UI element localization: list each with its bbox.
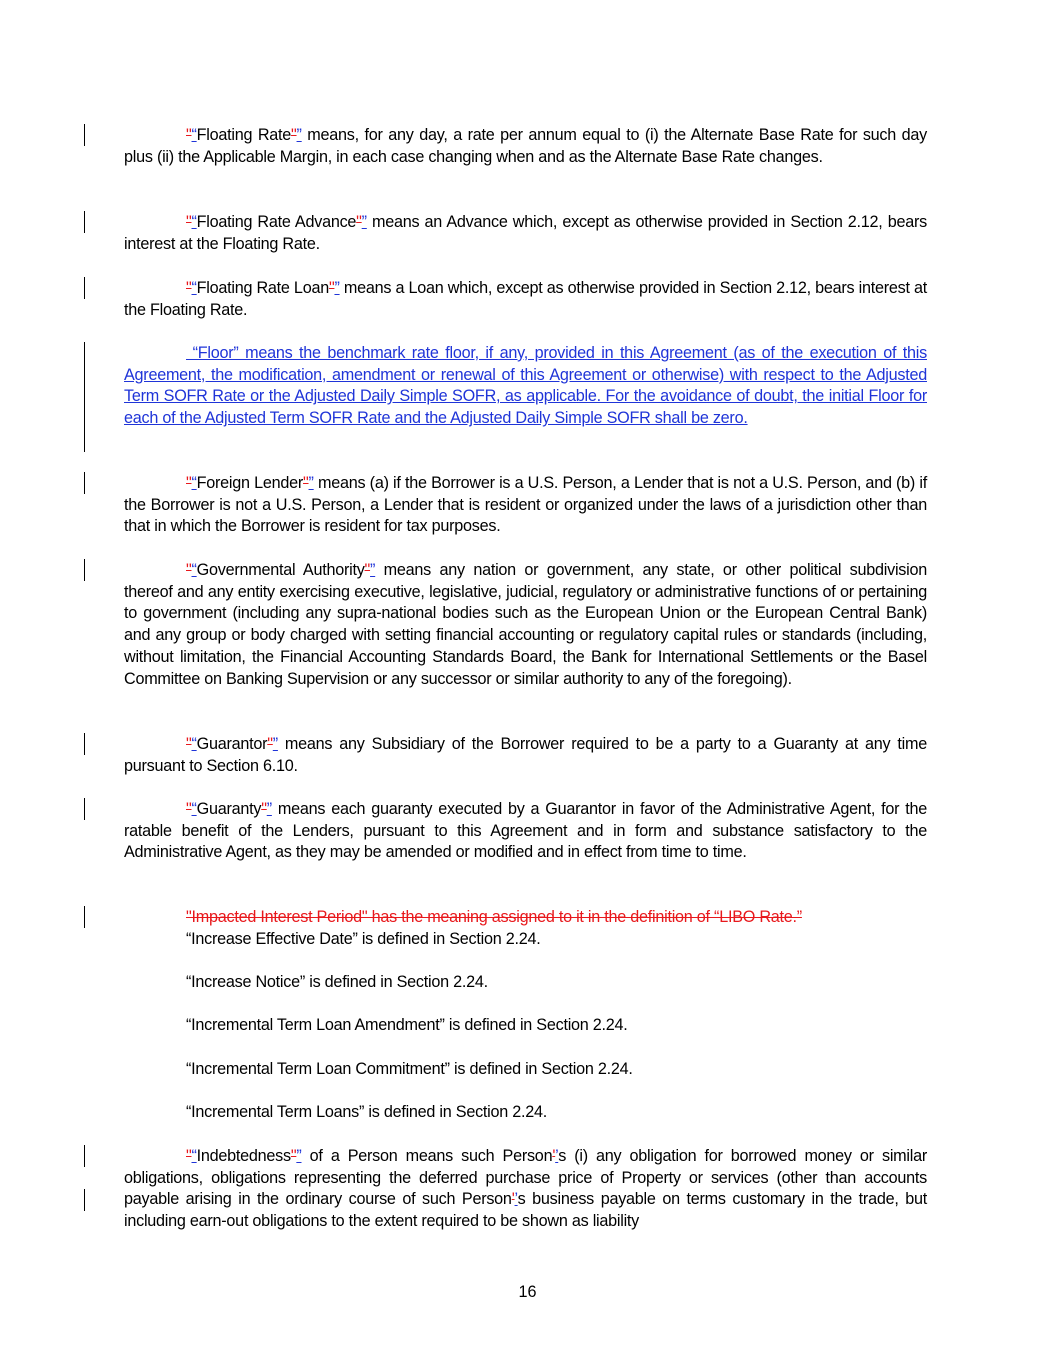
inserted-mark: ”	[296, 1147, 302, 1165]
deleted-mark: "	[291, 126, 297, 144]
change-bar	[84, 472, 85, 494]
inserted-mark: ”	[272, 735, 278, 753]
inserted-mark: “	[191, 279, 197, 297]
definition-text: means, for any day, a rate per annum equal to (i) the Alternate Base Rate for such day plus (ii) the Applicable Margin, in each case changing when and as the Alternate Base Rate changes.	[124, 126, 927, 166]
inserted-mark: “	[191, 735, 197, 753]
change-bar	[84, 1145, 85, 1167]
inserted-mark: ’	[514, 1190, 518, 1209]
deleted-mark: "	[186, 800, 192, 818]
inserted-mark: ”	[334, 279, 340, 297]
inserted-mark: ”	[296, 126, 302, 144]
deleted-mark: "	[186, 213, 192, 231]
definition-text: means (a) if the Borrower is a U.S. Person, a Lender that is not a U.S. Person, and (b) if the Borrower is not a U.S. Person, a Lender that is resident or organized under the laws of a jurisdiction other than that in which the Borrower is resident for tax purposes.	[124, 474, 927, 536]
change-bar	[84, 906, 85, 928]
defined-term: Floating Rate Advance	[196, 213, 357, 231]
deleted-mark: '	[552, 1147, 556, 1165]
definition-incremental-term-loan-commitment: “Incremental Term Loan Commitment” is defined in Section 2.24.	[186, 1060, 633, 1078]
definition-floor	[124, 343, 927, 430]
definition-floating-rate-advance	[124, 212, 927, 255]
deleted-mark: "	[186, 126, 192, 144]
definition-text: means any nation or government, any state, or other political subdivision thereof and any entity exercising executive, legislative, judicial, regulatory or administrative functions of or pertaining to government (including any supra-national bodies such as the European Union or the European Central Bank) and any group or body charged with setting financial accounting or regulatory capital rules or standards (including, without limitation, the Financial Accounting Standards Board, the Bank for International Settlements or the Basel Committee on Banking Supervision or any successor or similar authority to any of the foregoing).	[124, 561, 928, 688]
deleted-mark: "	[267, 735, 273, 753]
inserted-mark: “	[191, 474, 197, 492]
definition-text: of a Person means such Person	[301, 1147, 553, 1165]
deleted-mark: "	[261, 800, 267, 818]
change-bar	[84, 342, 85, 452]
definition-incremental-term-loan-amendment: “Incremental Term Loan Amendment” is defined in Section 2.24.	[186, 1016, 628, 1034]
definition-incremental-term-loans: “Incremental Term Loans” is defined in Section 2.24.	[186, 1103, 548, 1121]
inserted-mark: “	[191, 800, 197, 818]
deleted-mark: "	[290, 1147, 297, 1165]
definition-floating-rate	[124, 125, 927, 168]
inserted-mark: “	[191, 561, 197, 579]
definition-floating-rate-loan	[124, 278, 927, 321]
inserted-mark: ”	[361, 213, 367, 231]
inserted-mark: ”	[266, 800, 272, 818]
definition-text: means any Subsidiary of the Borrower required to be a party to a Guaranty at any time pursuant to Section 6.10.	[124, 735, 927, 775]
change-bar	[84, 733, 85, 755]
inserted-mark: “	[191, 213, 197, 231]
change-bar	[84, 798, 85, 820]
definition-governmental-authority	[124, 560, 927, 690]
deleted-mark: '	[511, 1190, 515, 1209]
inserted-definition-text: “Floor” means the benchmark rate floor, if any, provided in this Agreement (as of the execution of this Agreement, the modification, amendment or renewal of this Agreement or otherwise) with respect to the Adjusted Term SOFR Rate or the Adjusted Daily Simple SOFR, as applicable. For the avoidance of doubt, the initial Floor for each of the Adjusted Term SOFR Rate and the Adjusted Daily Simple SOFR shall be zero.	[124, 344, 927, 428]
deleted-mark: "	[186, 561, 192, 579]
inserted-mark: “	[191, 1147, 197, 1165]
deleted-definition-impacted-interest-period: "Impacted Interest Period" has the meaning assigned to it in the definition of “LIBO Rate.”	[186, 908, 802, 926]
definition-text: means each guaranty executed by a Guarantor in favor of the Administrative Agent, for the ratable benefit of the Lenders, pursuant to this Agreement and in form and substance satisfactory to the Administrative Agent, as they may be amended or modified and in effect from time to time.	[124, 800, 927, 862]
change-bar	[84, 124, 85, 146]
definition-guarantor	[124, 734, 927, 777]
deleted-mark: "	[186, 735, 192, 753]
inserted-mark: “	[191, 126, 197, 144]
definition-indebtedness	[124, 1146, 927, 1233]
page-number: 16	[518, 1283, 537, 1301]
change-bar	[84, 211, 85, 233]
defined-term: Floating Rate Loan	[196, 279, 329, 297]
deleted-mark: "	[186, 474, 192, 492]
deleted-mark: "	[364, 561, 371, 579]
defined-term: Governmental Authority	[196, 561, 365, 579]
defined-term: Guaranty	[196, 800, 262, 818]
definition-text: means a Loan which, except as otherwise provided in Section 2.12, bears interest at the Floating Rate.	[124, 279, 927, 319]
definition-text: s (i) any obligation for borrowed money or similar obligations, obligations representing the deferred purchase price of Property or services (other than accounts payable arising in the ordinary course of such Person	[124, 1147, 927, 1209]
defined-term: Foreign Lender	[196, 474, 304, 492]
deleted-mark: "	[328, 279, 335, 297]
deleted-mark: "	[186, 279, 192, 297]
definition-guaranty	[124, 799, 927, 864]
inserted-mark: ’	[555, 1147, 559, 1165]
change-bar	[84, 1189, 85, 1211]
deleted-mark: "	[186, 1147, 192, 1165]
definition-foreign-lender	[124, 473, 927, 538]
definition-increase-notice: “Increase Notice” is defined in Section 2.24.	[186, 973, 488, 991]
defined-term: Floating Rate	[196, 126, 292, 144]
defined-term: Indebtedness	[196, 1147, 291, 1165]
deleted-mark: "	[303, 474, 309, 492]
defined-term: Guarantor	[196, 735, 268, 753]
inserted-mark: ”	[370, 561, 376, 579]
inserted-mark: ”	[308, 474, 314, 492]
definition-text: means an Advance which, except as otherwise provided in Section 2.12, bears interest at the Floating Rate.	[124, 213, 927, 253]
change-bar	[84, 559, 85, 581]
change-bar	[84, 277, 85, 299]
definition-increase-effective-date: “Increase Effective Date” is defined in Section 2.24.	[186, 930, 541, 948]
definition-text: s business payable on terms customary in the trade, but including earn-out obligations to the extent required to be shown as liability	[124, 1190, 928, 1231]
deleted-mark: "	[356, 213, 362, 231]
